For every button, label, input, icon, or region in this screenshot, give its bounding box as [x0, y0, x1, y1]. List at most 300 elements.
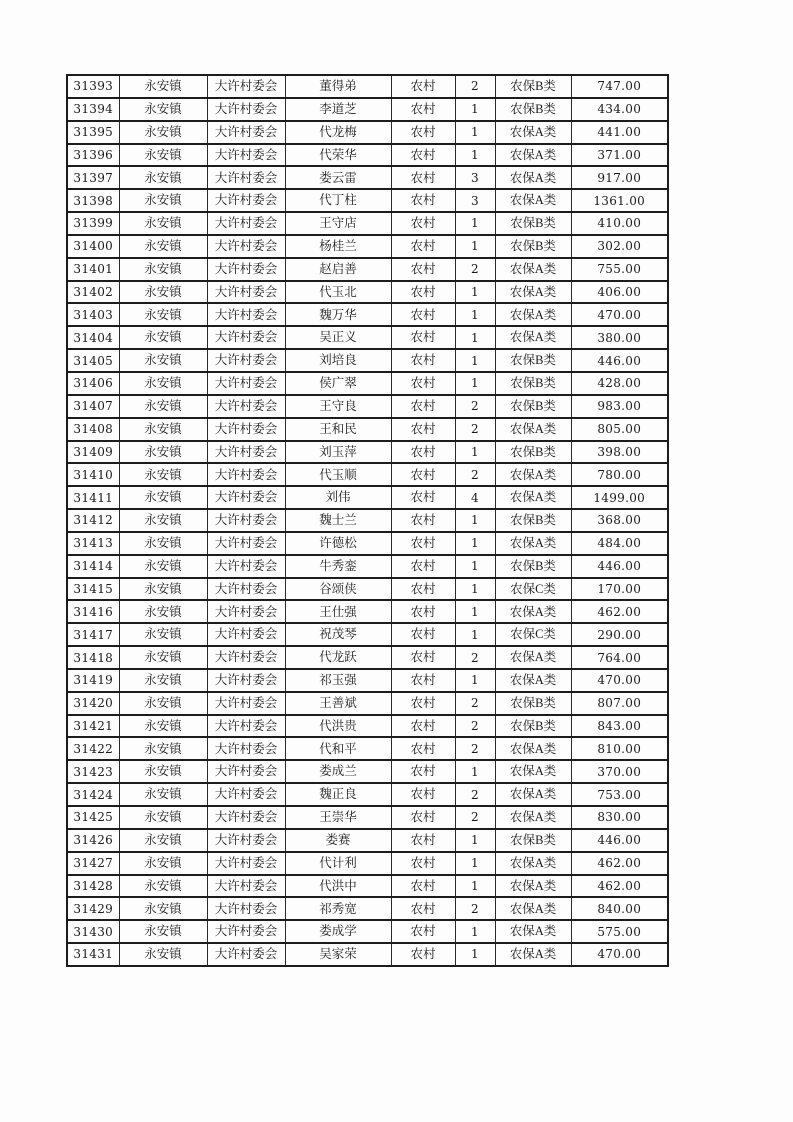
cell-amount: 446.00	[571, 349, 668, 372]
cell-insurance-type: 农保A类	[495, 646, 571, 669]
table-row	[67, 943, 668, 966]
cell-village-committee: 大许村委会	[207, 98, 285, 121]
cell-town: 永安镇	[119, 509, 207, 532]
cell-person-count: 2	[455, 715, 495, 738]
cell-residence-type: 农村	[391, 372, 455, 395]
cell-person-count: 4	[455, 486, 495, 509]
cell-person-count: 2	[455, 897, 495, 920]
cell-town: 永安镇	[119, 349, 207, 372]
table-row	[67, 281, 668, 304]
cell-person-name: 娄成学	[285, 920, 391, 943]
cell-town: 永安镇	[119, 189, 207, 212]
cell-town: 永安镇	[119, 281, 207, 304]
cell-town: 永安镇	[119, 897, 207, 920]
cell-record-id: 31396	[67, 144, 119, 167]
cell-insurance-type: 农保A类	[495, 852, 571, 875]
cell-person-count: 2	[455, 783, 495, 806]
cell-residence-type: 农村	[391, 600, 455, 623]
cell-person-name: 李道芝	[285, 98, 391, 121]
cell-amount: 1361.00	[571, 189, 668, 212]
cell-town: 永安镇	[119, 75, 207, 98]
cell-person-name: 娄云雷	[285, 166, 391, 189]
cell-amount: 398.00	[571, 441, 668, 464]
cell-insurance-type: 农保B类	[495, 98, 571, 121]
cell-person-count: 1	[455, 943, 495, 966]
cell-person-name: 代洪贵	[285, 715, 391, 738]
cell-amount: 470.00	[571, 303, 668, 326]
cell-record-id: 31429	[67, 897, 119, 920]
table-row	[67, 212, 668, 235]
cell-person-count: 2	[455, 258, 495, 281]
cell-person-count: 1	[455, 852, 495, 875]
cell-insurance-type: 农保A类	[495, 303, 571, 326]
cell-insurance-type: 农保B类	[495, 372, 571, 395]
cell-person-name: 许德松	[285, 532, 391, 555]
cell-person-count: 1	[455, 121, 495, 144]
cell-record-id: 31410	[67, 463, 119, 486]
table-row	[67, 806, 668, 829]
cell-amount: 810.00	[571, 737, 668, 760]
cell-residence-type: 农村	[391, 829, 455, 852]
cell-amount: 575.00	[571, 920, 668, 943]
cell-record-id: 31399	[67, 212, 119, 235]
cell-town: 永安镇	[119, 212, 207, 235]
cell-amount: 807.00	[571, 692, 668, 715]
table-row	[67, 852, 668, 875]
cell-village-committee: 大许村委会	[207, 646, 285, 669]
cell-village-committee: 大许村委会	[207, 692, 285, 715]
table-row	[67, 737, 668, 760]
cell-insurance-type: 农保A类	[495, 418, 571, 441]
cell-residence-type: 农村	[391, 418, 455, 441]
cell-record-id: 31430	[67, 920, 119, 943]
table-row	[67, 349, 668, 372]
cell-residence-type: 农村	[391, 852, 455, 875]
cell-residence-type: 农村	[391, 395, 455, 418]
table-row	[67, 463, 668, 486]
table-row	[67, 600, 668, 623]
table-row	[67, 532, 668, 555]
cell-person-count: 1	[455, 144, 495, 167]
cell-town: 永安镇	[119, 920, 207, 943]
cell-town: 永安镇	[119, 852, 207, 875]
cell-insurance-type: 农保A类	[495, 486, 571, 509]
cell-town: 永安镇	[119, 235, 207, 258]
cell-record-id: 31424	[67, 783, 119, 806]
cell-village-committee: 大许村委会	[207, 281, 285, 304]
cell-town: 永安镇	[119, 98, 207, 121]
cell-village-committee: 大许村委会	[207, 920, 285, 943]
cell-amount: 843.00	[571, 715, 668, 738]
cell-insurance-type: 农保A类	[495, 189, 571, 212]
cell-village-committee: 大许村委会	[207, 875, 285, 898]
cell-insurance-type: 农保A类	[495, 463, 571, 486]
cell-person-name: 魏正良	[285, 783, 391, 806]
cell-record-id: 31428	[67, 875, 119, 898]
cell-village-committee: 大许村委会	[207, 806, 285, 829]
cell-residence-type: 农村	[391, 189, 455, 212]
cell-town: 永安镇	[119, 829, 207, 852]
cell-village-committee: 大许村委会	[207, 852, 285, 875]
cell-town: 永安镇	[119, 121, 207, 144]
cell-record-id: 31414	[67, 555, 119, 578]
cell-amount: 805.00	[571, 418, 668, 441]
cell-person-count: 3	[455, 189, 495, 212]
cell-amount: 780.00	[571, 463, 668, 486]
cell-person-count: 2	[455, 737, 495, 760]
cell-insurance-type: 农保A类	[495, 897, 571, 920]
table-row	[67, 897, 668, 920]
cell-village-committee: 大许村委会	[207, 372, 285, 395]
cell-person-count: 1	[455, 441, 495, 464]
cell-village-committee: 大许村委会	[207, 555, 285, 578]
cell-record-id: 31413	[67, 532, 119, 555]
cell-village-committee: 大许村委会	[207, 212, 285, 235]
cell-village-committee: 大许村委会	[207, 737, 285, 760]
cell-amount: 462.00	[571, 875, 668, 898]
cell-record-id: 31404	[67, 326, 119, 349]
cell-person-name: 刘伟	[285, 486, 391, 509]
cell-person-name: 代荣华	[285, 144, 391, 167]
cell-village-committee: 大许村委会	[207, 326, 285, 349]
cell-town: 永安镇	[119, 600, 207, 623]
cell-town: 永安镇	[119, 395, 207, 418]
cell-town: 永安镇	[119, 783, 207, 806]
cell-person-name: 魏万华	[285, 303, 391, 326]
cell-residence-type: 农村	[391, 623, 455, 646]
cell-person-name: 谷颂侠	[285, 578, 391, 601]
table-row	[67, 623, 668, 646]
cell-person-count: 2	[455, 806, 495, 829]
table-row	[67, 98, 668, 121]
cell-residence-type: 农村	[391, 669, 455, 692]
cell-record-id: 31412	[67, 509, 119, 532]
cell-insurance-type: 农保A类	[495, 326, 571, 349]
cell-amount: 983.00	[571, 395, 668, 418]
cell-village-committee: 大许村委会	[207, 669, 285, 692]
cell-record-id: 31411	[67, 486, 119, 509]
cell-person-name: 王守良	[285, 395, 391, 418]
cell-insurance-type: 农保A类	[495, 943, 571, 966]
cell-town: 永安镇	[119, 669, 207, 692]
cell-town: 永安镇	[119, 760, 207, 783]
cell-residence-type: 农村	[391, 875, 455, 898]
cell-town: 永安镇	[119, 463, 207, 486]
cell-record-id: 31419	[67, 669, 119, 692]
cell-record-id: 31427	[67, 852, 119, 875]
cell-person-name: 刘培良	[285, 349, 391, 372]
cell-amount: 410.00	[571, 212, 668, 235]
cell-village-committee: 大许村委会	[207, 121, 285, 144]
cell-record-id: 31425	[67, 806, 119, 829]
cell-record-id: 31417	[67, 623, 119, 646]
cell-amount: 470.00	[571, 943, 668, 966]
cell-insurance-type: 农保A类	[495, 737, 571, 760]
table-row	[67, 509, 668, 532]
cell-town: 永安镇	[119, 486, 207, 509]
cell-person-count: 1	[455, 326, 495, 349]
table-row	[67, 692, 668, 715]
cell-record-id: 31431	[67, 943, 119, 966]
cell-record-id: 31405	[67, 349, 119, 372]
cell-amount: 170.00	[571, 578, 668, 601]
table-row	[67, 144, 668, 167]
table-row	[67, 121, 668, 144]
benefit-roster-table	[66, 74, 669, 967]
table-body	[67, 75, 668, 966]
cell-insurance-type: 农保B类	[495, 212, 571, 235]
cell-residence-type: 农村	[391, 737, 455, 760]
cell-residence-type: 农村	[391, 692, 455, 715]
cell-insurance-type: 农保A类	[495, 760, 571, 783]
cell-person-name: 魏士兰	[285, 509, 391, 532]
cell-person-count: 2	[455, 395, 495, 418]
cell-insurance-type: 农保A类	[495, 121, 571, 144]
cell-person-count: 3	[455, 166, 495, 189]
cell-person-name: 代和平	[285, 737, 391, 760]
cell-person-name: 代玉北	[285, 281, 391, 304]
cell-town: 永安镇	[119, 372, 207, 395]
cell-insurance-type: 农保B类	[495, 441, 571, 464]
cell-residence-type: 农村	[391, 532, 455, 555]
cell-person-count: 1	[455, 235, 495, 258]
cell-amount: 484.00	[571, 532, 668, 555]
cell-record-id: 31409	[67, 441, 119, 464]
cell-town: 永安镇	[119, 737, 207, 760]
cell-insurance-type: 农保B类	[495, 75, 571, 98]
cell-insurance-type: 农保A类	[495, 281, 571, 304]
cell-record-id: 31403	[67, 303, 119, 326]
table-row	[67, 326, 668, 349]
table-row	[67, 166, 668, 189]
cell-person-count: 1	[455, 920, 495, 943]
cell-residence-type: 农村	[391, 212, 455, 235]
table-row	[67, 875, 668, 898]
cell-residence-type: 农村	[391, 509, 455, 532]
cell-person-count: 1	[455, 372, 495, 395]
cell-village-committee: 大许村委会	[207, 441, 285, 464]
cell-amount: 747.00	[571, 75, 668, 98]
cell-person-name: 代洪中	[285, 875, 391, 898]
cell-record-id: 31397	[67, 166, 119, 189]
cell-amount: 764.00	[571, 646, 668, 669]
cell-town: 永安镇	[119, 555, 207, 578]
cell-person-name: 祁玉强	[285, 669, 391, 692]
cell-amount: 462.00	[571, 852, 668, 875]
cell-residence-type: 农村	[391, 578, 455, 601]
cell-person-count: 2	[455, 692, 495, 715]
cell-person-count: 1	[455, 349, 495, 372]
cell-town: 永安镇	[119, 144, 207, 167]
cell-insurance-type: 农保B类	[495, 509, 571, 532]
cell-residence-type: 农村	[391, 920, 455, 943]
cell-residence-type: 农村	[391, 463, 455, 486]
cell-record-id: 31408	[67, 418, 119, 441]
cell-person-name: 赵启善	[285, 258, 391, 281]
cell-town: 永安镇	[119, 166, 207, 189]
cell-village-committee: 大许村委会	[207, 349, 285, 372]
cell-insurance-type: 农保B类	[495, 715, 571, 738]
cell-person-name: 吴家荣	[285, 943, 391, 966]
cell-amount: 302.00	[571, 235, 668, 258]
cell-person-count: 1	[455, 555, 495, 578]
cell-person-count: 2	[455, 646, 495, 669]
cell-person-count: 1	[455, 623, 495, 646]
cell-residence-type: 农村	[391, 783, 455, 806]
cell-record-id: 31422	[67, 737, 119, 760]
cell-village-committee: 大许村委会	[207, 418, 285, 441]
cell-record-id: 31418	[67, 646, 119, 669]
cell-residence-type: 农村	[391, 806, 455, 829]
table-row	[67, 486, 668, 509]
table-row	[67, 646, 668, 669]
cell-person-count: 1	[455, 760, 495, 783]
cell-record-id: 31395	[67, 121, 119, 144]
cell-residence-type: 农村	[391, 235, 455, 258]
cell-village-committee: 大许村委会	[207, 75, 285, 98]
cell-residence-type: 农村	[391, 555, 455, 578]
cell-record-id: 31400	[67, 235, 119, 258]
cell-residence-type: 农村	[391, 486, 455, 509]
cell-person-name: 牛秀銮	[285, 555, 391, 578]
cell-village-committee: 大许村委会	[207, 486, 285, 509]
table-row	[67, 418, 668, 441]
cell-village-committee: 大许村委会	[207, 189, 285, 212]
cell-town: 永安镇	[119, 943, 207, 966]
cell-record-id: 31406	[67, 372, 119, 395]
cell-insurance-type: 农保B类	[495, 395, 571, 418]
cell-person-count: 1	[455, 875, 495, 898]
cell-insurance-type: 农保B类	[495, 235, 571, 258]
table-row	[67, 395, 668, 418]
cell-record-id: 31415	[67, 578, 119, 601]
cell-amount: 1499.00	[571, 486, 668, 509]
cell-record-id: 31394	[67, 98, 119, 121]
cell-amount: 446.00	[571, 555, 668, 578]
cell-person-name: 董得弟	[285, 75, 391, 98]
cell-town: 永安镇	[119, 578, 207, 601]
cell-amount: 462.00	[571, 600, 668, 623]
cell-town: 永安镇	[119, 258, 207, 281]
cell-amount: 371.00	[571, 144, 668, 167]
cell-person-count: 1	[455, 600, 495, 623]
cell-town: 永安镇	[119, 715, 207, 738]
cell-insurance-type: 农保B类	[495, 555, 571, 578]
cell-record-id: 31401	[67, 258, 119, 281]
cell-insurance-type: 农保C类	[495, 578, 571, 601]
cell-person-name: 代龙跃	[285, 646, 391, 669]
cell-amount: 755.00	[571, 258, 668, 281]
cell-residence-type: 农村	[391, 441, 455, 464]
table-row	[67, 372, 668, 395]
cell-residence-type: 农村	[391, 75, 455, 98]
cell-residence-type: 农村	[391, 98, 455, 121]
cell-record-id: 31421	[67, 715, 119, 738]
cell-person-count: 2	[455, 463, 495, 486]
cell-residence-type: 农村	[391, 943, 455, 966]
cell-person-name: 王和民	[285, 418, 391, 441]
cell-person-count: 1	[455, 303, 495, 326]
cell-insurance-type: 农保A类	[495, 166, 571, 189]
table-row	[67, 578, 668, 601]
cell-village-committee: 大许村委会	[207, 760, 285, 783]
cell-person-name: 代计利	[285, 852, 391, 875]
cell-insurance-type: 农保C类	[495, 623, 571, 646]
cell-person-name: 代龙梅	[285, 121, 391, 144]
table-row	[67, 669, 668, 692]
cell-amount: 840.00	[571, 897, 668, 920]
cell-town: 永安镇	[119, 303, 207, 326]
cell-person-name: 王仕强	[285, 600, 391, 623]
table-row	[67, 235, 668, 258]
cell-person-name: 王善斌	[285, 692, 391, 715]
cell-village-committee: 大许村委会	[207, 144, 285, 167]
cell-record-id: 31416	[67, 600, 119, 623]
table-row	[67, 189, 668, 212]
cell-person-count: 1	[455, 98, 495, 121]
cell-town: 永安镇	[119, 441, 207, 464]
cell-town: 永安镇	[119, 326, 207, 349]
cell-person-name: 杨桂兰	[285, 235, 391, 258]
cell-person-count: 1	[455, 829, 495, 852]
cell-village-committee: 大许村委会	[207, 235, 285, 258]
cell-town: 永安镇	[119, 623, 207, 646]
cell-amount: 290.00	[571, 623, 668, 646]
cell-town: 永安镇	[119, 692, 207, 715]
cell-amount: 446.00	[571, 829, 668, 852]
cell-residence-type: 农村	[391, 258, 455, 281]
cell-village-committee: 大许村委会	[207, 258, 285, 281]
cell-village-committee: 大许村委会	[207, 623, 285, 646]
cell-person-count: 1	[455, 532, 495, 555]
cell-insurance-type: 农保B类	[495, 692, 571, 715]
cell-record-id: 31407	[67, 395, 119, 418]
cell-residence-type: 农村	[391, 897, 455, 920]
cell-person-count: 2	[455, 75, 495, 98]
table-row	[67, 760, 668, 783]
cell-village-committee: 大许村委会	[207, 532, 285, 555]
cell-village-committee: 大许村委会	[207, 600, 285, 623]
cell-insurance-type: 农保A类	[495, 600, 571, 623]
cell-village-committee: 大许村委会	[207, 463, 285, 486]
cell-amount: 434.00	[571, 98, 668, 121]
cell-insurance-type: 农保A类	[495, 920, 571, 943]
cell-person-name: 祁秀宽	[285, 897, 391, 920]
cell-amount: 370.00	[571, 760, 668, 783]
table-row	[67, 829, 668, 852]
cell-person-name: 娄成兰	[285, 760, 391, 783]
table-row	[67, 555, 668, 578]
cell-amount: 380.00	[571, 326, 668, 349]
cell-insurance-type: 农保A类	[495, 532, 571, 555]
cell-amount: 470.00	[571, 669, 668, 692]
cell-person-name: 代丁柱	[285, 189, 391, 212]
cell-village-committee: 大许村委会	[207, 166, 285, 189]
cell-amount: 428.00	[571, 372, 668, 395]
cell-person-count: 1	[455, 669, 495, 692]
cell-village-committee: 大许村委会	[207, 509, 285, 532]
table-row	[67, 783, 668, 806]
cell-village-committee: 大许村委会	[207, 829, 285, 852]
cell-insurance-type: 农保B类	[495, 349, 571, 372]
cell-village-committee: 大许村委会	[207, 715, 285, 738]
cell-village-committee: 大许村委会	[207, 897, 285, 920]
table-row	[67, 258, 668, 281]
cell-person-count: 2	[455, 418, 495, 441]
cell-residence-type: 农村	[391, 349, 455, 372]
cell-person-name: 刘玉萍	[285, 441, 391, 464]
cell-village-committee: 大许村委会	[207, 578, 285, 601]
